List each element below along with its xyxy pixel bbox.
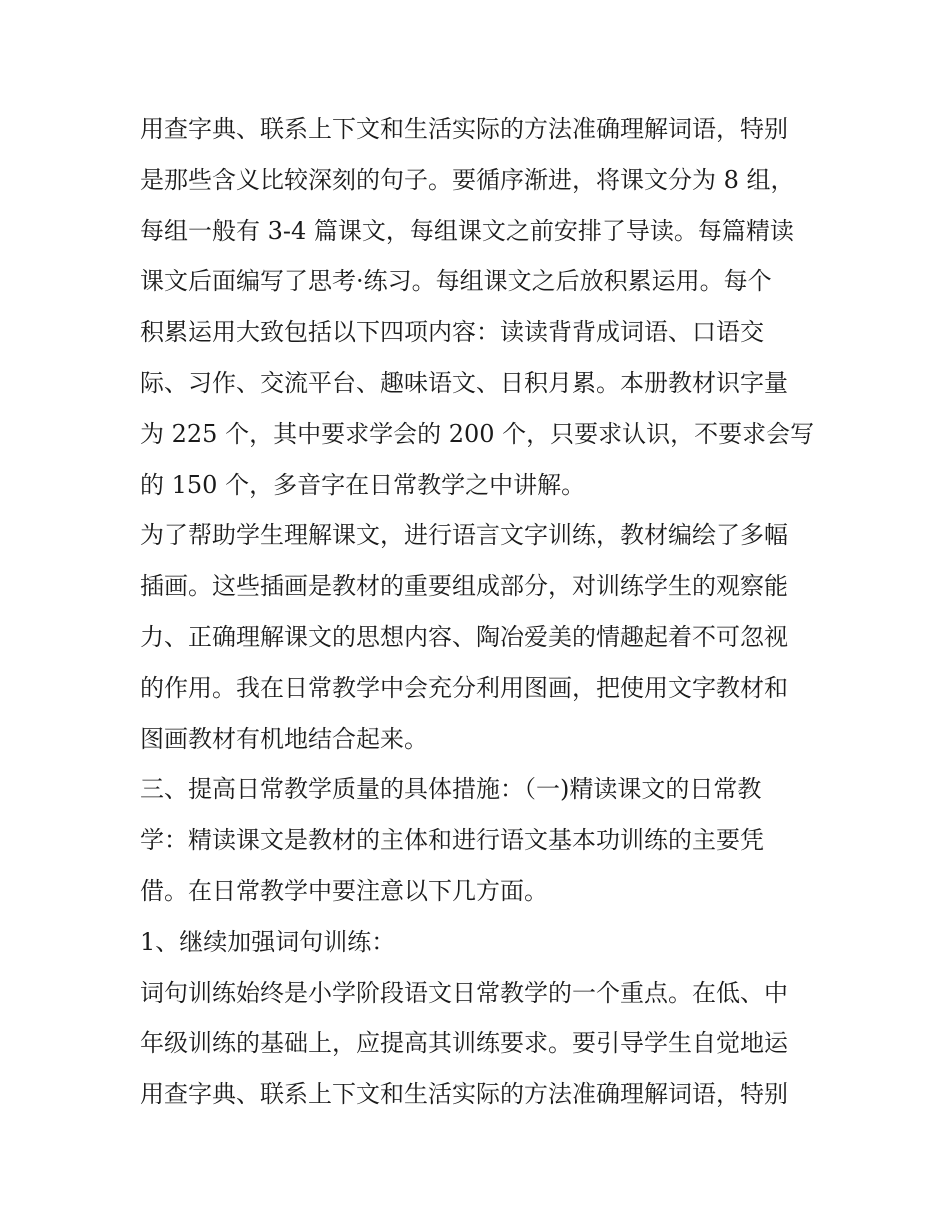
text-line: 的作用。我在日常教学中会充分利用图画，把使用文字教材和 — [140, 673, 788, 702]
text-line: 每组一般有 3-4 篇课文，每组课文之前安排了导读。每篇精读 — [140, 216, 794, 245]
text-line: 借。在日常教学中要注意以下几方面。 — [140, 876, 548, 905]
text-line: 图画教材有机地结合起来。 — [140, 724, 428, 753]
text-line: 用查字典、联系上下文和生活实际的方法准确理解词语，特别 — [140, 1080, 788, 1109]
text-line: 际、习作、交流平台、趣味语文、日积月累。本册教材识字量 — [140, 368, 788, 397]
text-line: 力、正确理解课文的思想内容、陶冶爱美的情趣起着不可忽视 — [140, 622, 788, 651]
text-line: 为了帮助学生理解课文，进行语言文字训练，教材编绘了多幅 — [140, 521, 788, 550]
text-line: 是那些含义比较深刻的句子。要循序渐进，将课文分为 8 组， — [140, 165, 795, 194]
text-line: 年级训练的基础上，应提高其训练要求。要引导学生自觉地运 — [140, 1029, 788, 1058]
text-line: 积累运用大致包括以下四项内容：读读背背成词语、口语交 — [140, 318, 764, 347]
text-line: 1、继续加强词句训练： — [140, 927, 396, 956]
body-text — [140, 104, 820, 1120]
text-line: 词句训练始终是小学阶段语文日常教学的一个重点。在低、中 — [140, 978, 788, 1007]
text-line: 用查字典、联系上下文和生活实际的方法准确理解词语，特别 — [140, 115, 788, 143]
text-line: 的 150 个，多音字在日常教学之中讲解。 — [140, 470, 586, 499]
text-line: 课文后面编写了思考·练习。每组课文之后放积累运用。每个 — [140, 267, 772, 296]
text-line: 三、提高日常教学质量的具体措施：（一)精读课文的日常教 — [140, 775, 762, 804]
text-line: 学：精读课文是教材的主体和进行语文基本功训练的主要凭 — [140, 826, 764, 855]
text-line: 插画。这些插画是教材的重要组成部分，对训练学生的观察能 — [140, 572, 788, 601]
text-line: 为 225 个，其中要求学会的 200 个，只要求认识，不要求会写 — [140, 419, 815, 448]
